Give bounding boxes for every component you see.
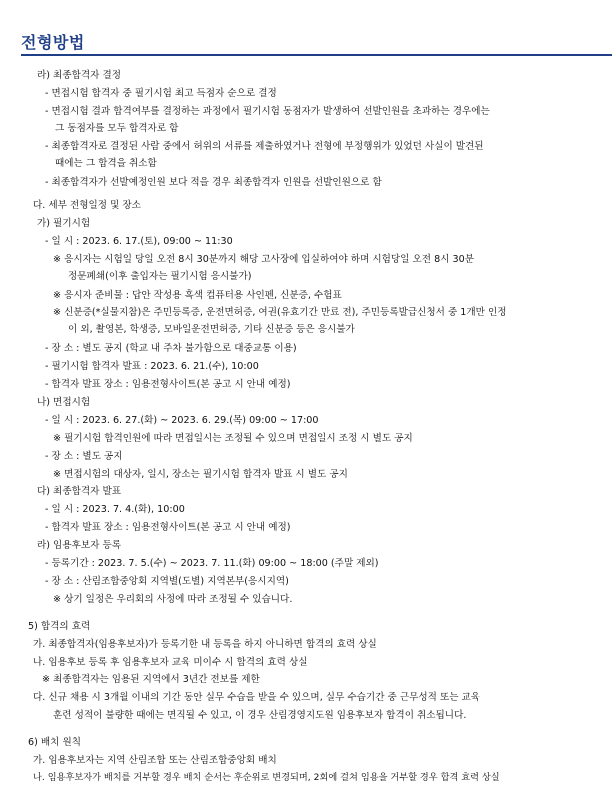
list-item: - 일 시 : 2023. 7. 4.(화), 10:00	[45, 504, 185, 515]
note-item: ※ 응시자 준비물 : 답안 작성용 흑색 컴퓨터용 사인펜, 신분증, 수험표	[53, 290, 342, 301]
list-item: - 일 시 : 2023. 6. 17.(토), 09:00 ~ 11:30	[45, 236, 233, 247]
list-item: - 일 시 : 2023. 6. 27.(화) ~ 2023. 6. 29.(목) 09:00 ~ 17:00	[45, 415, 319, 426]
note-continuation: 이 외, 촬영본, 학생증, 모바일운전면허증, 기타 신분증 등은 응시불가	[68, 324, 355, 335]
list-item: - 최종합격자로 결정된 사람 중에서 허위의 서류를 제출하였거나 전형에 부정행위가 있었던 사실이 발견된	[45, 141, 484, 152]
list-item: 가. 최종합격자(임용후보자)가 등록기한 내 등록을 하지 아니하면 합격의 효력 상실	[33, 639, 377, 650]
note-item: ※ 면접시험의 대상자, 일시, 장소는 필기시험 합격자 발표 시 별도 공지	[53, 469, 348, 480]
heading-final-selection: 라) 최종합격자 결정	[37, 70, 121, 81]
note-item: ※ 신분증(*실물지참)은 주민등록증, 운전면허증, 여권(유효기간 만료 전), 주민등록발급신청서 중 1개만 인정	[53, 307, 507, 318]
heading-interview: 나) 면접시험	[37, 397, 91, 408]
list-item: - 장 소 : 산림조합중앙회 지역별(도별) 지역본부(응시지역)	[45, 576, 289, 587]
list-item: 나. 임용후보 등록 후 임용후보자 교육 미이수 시 합격의 효력 상실	[33, 657, 308, 668]
heading-placement: 6) 배치 원칙	[28, 737, 82, 748]
list-item-continuation: 그 동점자를 모두 합격자로 함	[55, 123, 179, 134]
list-item: - 합격자 발표 장소 : 임용전형사이트(본 공고 시 안내 예정)	[45, 522, 291, 533]
list-item: 가. 임용후보자는 지역 산림조합 또는 산림조합중앙회 배치	[33, 755, 277, 766]
list-item: 다. 신규 채용 시 3개월 이내의 기간 동안 실무 수습을 받을 수 있으며, 실무 수습기간 중 근무성적 또는 교육	[33, 692, 481, 703]
note-item: ※ 응시자는 시험일 당일 오전 8시 30분까지 해당 고사장에 입실하여야 하며 시험당일 오전 8시 30분	[53, 254, 474, 265]
list-item-continuation: 훈련 성적이 불량한 때에는 면직될 수 있고, 이 경우 산림경영지도원 임용후보자 합격이 취소됩니다.	[53, 710, 467, 721]
heading-final-announcement: 다) 최종합격자 발표	[37, 486, 121, 497]
list-item: - 합격자 발표 장소 : 임용전형사이트(본 공고 시 안내 예정)	[45, 379, 291, 390]
note-item: ※ 최종합격자는 임용된 지역에서 3년간 전보를 제한	[42, 674, 260, 685]
title-divider	[21, 54, 612, 56]
heading-schedule: 다. 세부 전형일정 및 장소	[33, 200, 141, 211]
list-item: - 등록기간 : 2023. 7. 5.(수) ~ 2023. 7. 11.(화) 09:00 ~ 18:00 (주말 제외)	[45, 558, 379, 569]
list-item: 나. 임용후보자가 배치를 거부할 경우 배치 순서는 후순위로 변경되며, 2회에 걸쳐 임용을 거부할 경우 합격 효력 상실	[33, 772, 500, 783]
note-continuation: 정문폐쇄(이후 출입자는 필기시험 응시불가)	[68, 271, 252, 282]
note-item: ※ 상기 일정은 우리회의 사정에 따라 조정될 수 있습니다.	[53, 594, 293, 605]
section-title: 전형방법	[21, 33, 85, 52]
heading-registration: 라) 임용후보자 등록	[37, 540, 121, 551]
heading-written-exam: 가) 필기시험	[37, 218, 91, 229]
list-item: - 면접시험 결과 합격여부를 결정하는 과정에서 필기시험 동점자가 발생하여 선발인원을 초과하는 경우에는	[45, 106, 490, 117]
list-item: - 최종합격자가 선발예정인원 보다 적을 경우 최종합격자 인원을 선발인원으로 함	[45, 177, 382, 188]
heading-pass-validity: 5) 합격의 효력	[28, 621, 91, 632]
list-item: - 필기시험 합격자 발표 : 2023. 6. 21.(수), 10:00	[45, 361, 259, 372]
list-item: - 면접시험 합격자 중 필기시험 최고 득점자 순으로 결정	[45, 88, 277, 99]
list-item: - 장 소 : 별도 공지	[45, 451, 123, 462]
list-item-continuation: 때에는 그 합격을 취소함	[55, 158, 157, 169]
note-item: ※ 필기시험 합격인원에 따라 면접일시는 조정될 수 있으며 면접일시 조정 시 별도 공지	[53, 433, 413, 444]
list-item: - 장 소 : 별도 공지 (학교 내 주차 불가함으로 대중교통 이용)	[45, 343, 297, 354]
